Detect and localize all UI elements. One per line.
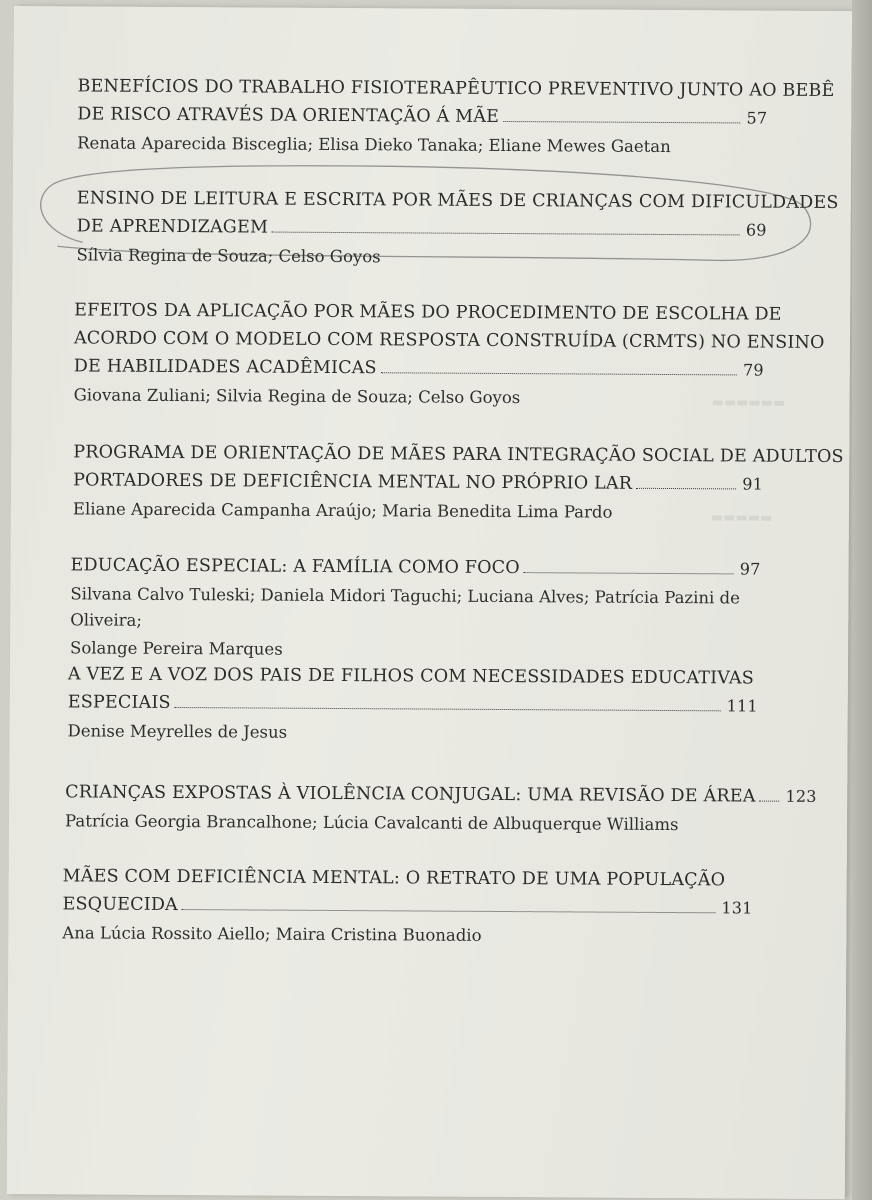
entry-authors: Eliane Aparecida Campanha Araújo; Maria Benedita Lima Pardo xyxy=(72,499,613,522)
entry-title-line: A VEZ E A VOZ DOS PAIS DE FILHOS COM NECESSIDADES EDUCATIVAS xyxy=(67,664,755,689)
dot-leader xyxy=(524,572,734,574)
entry-title-line: EFEITOS DA APLICAÇÃO POR MÃES DO PROCEDIMENTO DE ESCOLHA DE xyxy=(74,300,782,325)
show-through-text: ▬▬▬▬▬ xyxy=(710,510,773,526)
entry-title-line: DE HABILIDADES ACADÊMICAS 79 xyxy=(74,352,764,384)
dot-leader xyxy=(503,121,740,123)
entry-title-line: PORTADORES DE DEFICIÊNCIA MENTAL NO PRÓPRIO LAR 91 xyxy=(73,466,763,498)
entry-authors: Solange Pereira Marques xyxy=(70,638,283,659)
entry-authors: Patrícia Georgia Brancalhone; Lúcia Cavalcanti de Albuquerque Williams xyxy=(64,811,679,835)
book-spine-shadow xyxy=(852,0,872,1200)
toc-entry[interactable] xyxy=(70,551,761,665)
toc-entry[interactable] xyxy=(72,438,844,526)
entry-title-line: CRIANÇAS EXPOSTAS À VIOLÊNCIA CONJUGAL: UMA REVISÃO DE ÁREA 123 xyxy=(65,778,755,810)
entry-title-line: MÃES COM DEFICIÊNCIA MENTAL: O RETRATO DE UMA POPULAÇÃO xyxy=(62,866,726,891)
entry-title-line: BENEFÍCIOS DO TRABALHO FISIOTERAPÊUTICO PREVENTIVO JUNTO AO BEBÊ xyxy=(77,76,835,102)
dot-leader xyxy=(381,372,737,375)
dot-leader xyxy=(636,488,736,490)
page-number: 97 xyxy=(739,559,761,579)
entry-title-line: ESPECIAIS 111 xyxy=(68,688,758,720)
entry-authors: Denise Meyrelles de Jesus xyxy=(67,721,288,742)
toc-entry[interactable] xyxy=(77,72,835,160)
page-number: 79 xyxy=(742,360,764,380)
toc-entry[interactable] xyxy=(67,660,758,748)
page-number: 111 xyxy=(726,696,758,716)
book-page xyxy=(7,6,852,1199)
toc-entry[interactable] xyxy=(62,862,753,950)
entry-title-line: ENSINO DE LEITURA E ESCRITA POR MÃES DE CRIANÇAS COM DIFICULDADES xyxy=(76,188,839,214)
toc-entry[interactable] xyxy=(73,296,825,412)
entry-title-line: EDUCAÇÃO ESPECIAL: A FAMÍLIA COMO FOCO 97 xyxy=(70,551,760,583)
entry-title-line: DE RISCO ATRAVÉS DA ORIENTAÇÃO Á MÃE 57 xyxy=(77,100,767,132)
dot-leader xyxy=(175,707,721,711)
entry-title-line: PROGRAMA DE ORIENTAÇÃO DE MÃES PARA INTEGRAÇÃO SOCIAL DE ADULTOS xyxy=(73,442,844,468)
page-number: 131 xyxy=(721,898,753,918)
page-number: 91 xyxy=(742,474,764,494)
entry-authors: Renata Aparecida Bisceglia; Elisa Dieko Tanaka; Eliane Mewes Gaetan xyxy=(77,133,671,157)
entry-title-line: ESQUECIDA 131 xyxy=(62,890,752,922)
dot-leader xyxy=(272,232,740,236)
entry-authors: Sílvia Regina de Souza; Celso Goyos xyxy=(76,245,381,267)
page-number: 123 xyxy=(785,786,817,806)
dot-leader xyxy=(182,909,715,913)
toc-entry[interactable] xyxy=(76,184,839,272)
page-number: 69 xyxy=(745,220,767,240)
entry-title-line: ACORDO COM O MODELO COM RESPOSTA CONSTRUÍDA (CRMTS) NO ENSINO xyxy=(73,328,825,353)
toc-entry[interactable] xyxy=(64,778,817,838)
entry-authors: Giovana Zuliani; Silvia Regina de Souza; Celso Goyos xyxy=(73,385,521,408)
dot-leader xyxy=(760,801,780,802)
entry-authors: Ana Lúcia Rossito Aiello; Maira Cristina Buonadio xyxy=(62,923,482,945)
show-through-text: ▬▬▬▬▬▬ xyxy=(711,395,786,411)
entry-authors: Silvana Calvo Tuleski; Daniela Midori Taguchi; Luciana Alves; Patrícia Pazini de Oliveira; xyxy=(70,584,740,630)
entry-title-line: DE APRENDIZAGEM 69 xyxy=(77,212,767,244)
page-number: 57 xyxy=(746,108,768,128)
